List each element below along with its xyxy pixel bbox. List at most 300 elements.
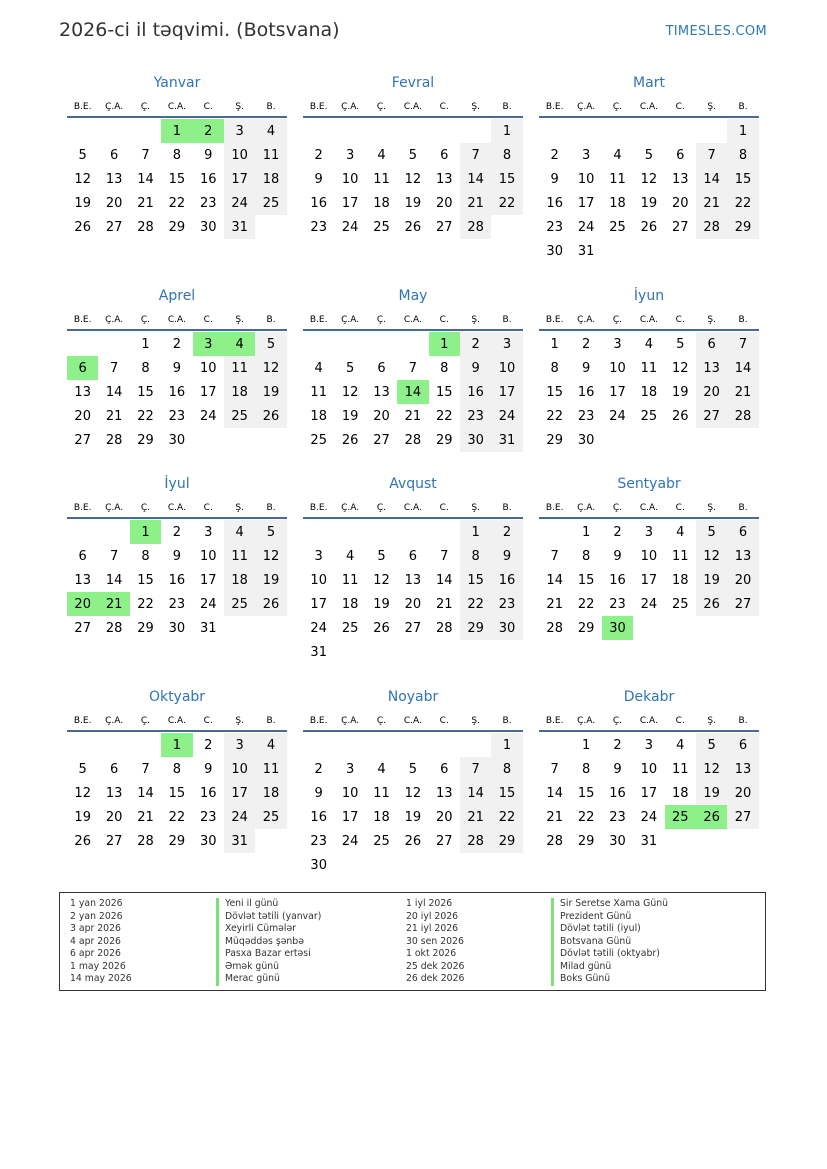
weekday-header	[303, 712, 523, 732]
weekday-label: C.	[203, 102, 213, 112]
day-cell: 11	[255, 757, 286, 781]
day-cell: 28	[696, 215, 727, 239]
weekday-label: B.	[738, 102, 748, 112]
day-cell: 7	[460, 757, 491, 781]
weekday-label: Ş.	[707, 716, 716, 726]
day-cell: 26	[671, 408, 689, 424]
month-name: May	[398, 288, 428, 304]
holiday-cell: 1	[429, 332, 460, 356]
weekday-label: B.	[502, 716, 512, 726]
weekday-label: Ç.A.	[341, 503, 360, 513]
day-cell: 14	[105, 384, 123, 400]
day-cell: 29	[577, 833, 595, 849]
day-cell: 28	[435, 620, 453, 636]
day-cell: 6	[109, 761, 119, 777]
day-cell: 22	[577, 809, 595, 825]
day-cell: 26	[255, 404, 286, 428]
day-cell: 2	[172, 524, 181, 540]
day-cell: 19	[373, 596, 390, 612]
day-cell: 17	[491, 380, 522, 404]
day-cell: 24	[640, 809, 658, 825]
day-grid	[303, 520, 523, 664]
day-cell: 14	[105, 572, 123, 588]
empty-cell	[570, 119, 601, 143]
day-cell: 6	[78, 548, 87, 564]
day-cell: 15	[577, 785, 595, 801]
day-cell: 18	[609, 195, 626, 211]
month-name: Dekabr	[623, 689, 675, 705]
day-cell: 3	[204, 524, 213, 540]
day-cell: 11	[671, 548, 689, 564]
day-cell: 11	[671, 761, 689, 777]
day-cell: 13	[105, 785, 123, 801]
day-cell: 10	[341, 171, 359, 187]
day-cell: 16	[609, 785, 626, 801]
day-cell: 14	[137, 171, 154, 187]
day-cell: 29	[137, 620, 154, 636]
legend-holiday-name: Merac günü	[216, 973, 321, 986]
weekday-label: C.A.	[639, 716, 658, 726]
holiday-cell: 1	[161, 119, 192, 143]
day-cell: 16	[168, 384, 186, 400]
empty-cell	[98, 119, 129, 143]
weekday-label: B.	[502, 503, 512, 513]
day-cell: 15	[727, 167, 758, 191]
empty-cell	[366, 520, 397, 544]
day-cell: 17	[310, 596, 327, 612]
weekday-label: C.	[675, 102, 685, 112]
day-cell: 6	[727, 733, 758, 757]
legend-date: 4 apr 2026	[70, 935, 121, 947]
weekday-label: Ç.A.	[341, 315, 360, 325]
day-cell: 20	[105, 809, 123, 825]
day-grid	[67, 733, 287, 853]
day-cell: 3	[314, 548, 323, 564]
month-name: İyul	[164, 476, 190, 492]
day-cell: 19	[404, 809, 422, 825]
day-cell: 29	[435, 432, 453, 448]
legend-date: 1 yan 2026	[70, 898, 123, 909]
day-cell: 7	[109, 548, 119, 564]
day-cell: 27	[404, 620, 422, 636]
day-cell: 3	[613, 336, 622, 352]
day-cell: 16	[546, 195, 563, 211]
day-cell: 24	[199, 408, 217, 424]
holiday-cell: 1	[130, 520, 161, 544]
weekday-label: B.E.	[545, 315, 564, 325]
day-cell: 19	[255, 380, 286, 404]
day-cell: 5	[377, 548, 386, 564]
day-cell: 13	[727, 544, 758, 568]
day-cell: 6	[377, 360, 386, 376]
day-cell: 5	[676, 336, 685, 352]
month-name: Sentyabr	[617, 476, 681, 492]
weekday-label: Ş.	[471, 716, 480, 726]
day-cell: 2	[172, 336, 181, 352]
day-cell: 5	[408, 147, 417, 163]
day-cell: 30	[491, 616, 522, 640]
day-cell: 23	[168, 596, 186, 612]
day-cell: 7	[141, 147, 150, 163]
day-cell: 27	[727, 592, 758, 616]
day-cell: 5	[644, 147, 653, 163]
day-cell: 31	[640, 833, 658, 849]
weekday-label: Ş.	[707, 102, 716, 112]
day-cell: 30	[310, 857, 327, 873]
day-cell: 4	[314, 360, 323, 376]
day-grid	[303, 119, 523, 239]
empty-cell	[397, 733, 428, 757]
day-cell: 5	[345, 360, 355, 376]
empty-cell	[303, 733, 334, 757]
day-cell: 23	[199, 809, 217, 825]
day-cell: 21	[137, 195, 154, 211]
day-cell: 11	[255, 143, 286, 167]
day-cell: 28	[137, 833, 154, 849]
day-cell: 23	[199, 195, 217, 211]
month-block	[539, 687, 759, 853]
weekday-label: C.A.	[167, 503, 186, 513]
weekday-label: Ç.	[140, 315, 151, 325]
weekday-label: Ç.A.	[341, 716, 360, 726]
empty-cell	[665, 119, 696, 143]
day-grid	[539, 520, 759, 640]
day-cell: 29	[168, 219, 186, 235]
day-cell: 27	[74, 432, 91, 448]
day-cell: 24	[577, 219, 595, 235]
day-grid	[539, 733, 759, 853]
day-cell: 12	[640, 171, 658, 187]
day-cell: 25	[255, 191, 286, 215]
day-cell: 21	[546, 596, 563, 612]
day-cell: 21	[696, 191, 727, 215]
day-cell: 14	[460, 781, 491, 805]
day-cell: 12	[671, 360, 689, 376]
day-cell: 25	[310, 432, 327, 448]
month-name: Mart	[633, 75, 665, 91]
day-cell: 21	[105, 408, 123, 424]
day-cell: 19	[404, 195, 422, 211]
day-cell: 28	[460, 829, 491, 853]
weekday-label: B.	[502, 315, 512, 325]
empty-cell	[67, 332, 98, 356]
empty-cell	[397, 520, 428, 544]
empty-cell	[130, 733, 161, 757]
empty-cell	[334, 520, 365, 544]
page-title: 2026-ci il təqvimi. (Botsvana)	[59, 19, 340, 41]
day-cell: 10	[577, 171, 595, 187]
day-cell: 3	[644, 737, 653, 753]
day-cell: 24	[199, 596, 217, 612]
month-block	[67, 73, 287, 239]
weekday-header	[67, 98, 287, 118]
weekday-label: Ş.	[707, 503, 716, 513]
empty-cell	[334, 119, 365, 143]
day-cell: 13	[404, 572, 422, 588]
weekday-label: Ş.	[471, 503, 480, 513]
day-cell: 5	[255, 332, 286, 356]
day-cell: 28	[546, 833, 563, 849]
day-cell: 28	[460, 215, 491, 239]
day-cell: 12	[696, 544, 727, 568]
weekday-label: C.	[439, 315, 449, 325]
day-cell: 17	[199, 572, 217, 588]
day-cell: 26	[404, 833, 422, 849]
weekday-label: Ç.	[612, 503, 623, 513]
day-cell: 20	[74, 408, 91, 424]
weekday-label: Ç.A.	[577, 716, 596, 726]
holiday-cell: 1	[161, 733, 192, 757]
day-cell: 27	[105, 219, 123, 235]
day-cell: 9	[314, 785, 323, 801]
day-cell: 29	[137, 432, 154, 448]
day-cell: 22	[577, 596, 595, 612]
day-cell: 26	[373, 620, 390, 636]
day-cell: 20	[404, 596, 422, 612]
day-cell: 19	[341, 408, 359, 424]
empty-cell	[539, 733, 570, 757]
day-cell: 29	[727, 215, 758, 239]
day-cell: 30	[577, 432, 595, 448]
day-cell: 11	[373, 171, 390, 187]
empty-cell	[696, 119, 727, 143]
weekday-label: C.	[439, 503, 449, 513]
empty-cell	[539, 520, 570, 544]
day-cell: 7	[696, 143, 727, 167]
day-cell: 12	[255, 356, 286, 380]
day-cell: 31	[577, 243, 595, 259]
day-cell: 17	[577, 195, 595, 211]
day-cell: 8	[460, 544, 491, 568]
day-cell: 15	[137, 572, 154, 588]
day-cell: 9	[204, 147, 213, 163]
day-cell: 16	[577, 384, 595, 400]
day-cell: 14	[435, 572, 453, 588]
day-cell: 20	[435, 195, 453, 211]
day-cell: 10	[491, 356, 522, 380]
holiday-cell: 21	[98, 592, 129, 616]
day-cell: 2	[460, 332, 491, 356]
day-cell: 11	[310, 384, 327, 400]
weekday-label: B.E.	[309, 503, 328, 513]
day-cell: 18	[671, 785, 689, 801]
day-cell: 10	[341, 785, 359, 801]
day-cell: 18	[341, 596, 359, 612]
weekday-label: C.	[203, 503, 213, 513]
day-cell: 6	[440, 147, 449, 163]
day-cell: 3	[224, 119, 255, 143]
weekday-label: Ş.	[235, 315, 244, 325]
day-cell: 1	[581, 737, 591, 753]
day-cell: 1	[581, 524, 591, 540]
day-grid	[539, 332, 759, 452]
weekday-label: Ç.	[140, 503, 151, 513]
day-cell: 18	[224, 568, 255, 592]
empty-cell	[397, 332, 428, 356]
day-cell: 4	[255, 733, 286, 757]
day-cell: 12	[74, 171, 91, 187]
day-cell: 20	[373, 408, 390, 424]
day-cell: 6	[727, 520, 758, 544]
day-cell: 1	[491, 733, 522, 757]
day-cell: 15	[435, 384, 453, 400]
holiday-cell: 26	[696, 805, 727, 829]
weekday-label: C.	[675, 315, 685, 325]
day-cell: 15	[546, 384, 563, 400]
day-cell: 11	[224, 356, 255, 380]
day-cell: 4	[676, 737, 685, 753]
legend-holiday-name: Əmək günü	[216, 961, 321, 974]
legend-date: 6 apr 2026	[70, 948, 121, 959]
day-cell: 19	[696, 568, 727, 592]
day-cell: 26	[640, 219, 658, 235]
day-cell: 31	[491, 428, 522, 452]
day-cell: 15	[491, 781, 522, 805]
day-cell: 19	[255, 568, 286, 592]
empty-cell	[303, 332, 334, 356]
day-cell: 23	[491, 592, 522, 616]
weekday-label: Ç.A.	[577, 315, 596, 325]
holiday-cell: 30	[602, 616, 633, 640]
weekday-label: Ç.	[612, 315, 623, 325]
day-cell: 26	[74, 219, 91, 235]
legend-date: 25 dek 2026	[406, 960, 465, 972]
day-cell: 22	[491, 805, 522, 829]
weekday-label: B.	[738, 503, 748, 513]
day-cell: 5	[408, 761, 417, 777]
day-cell: 13	[435, 171, 453, 187]
day-cell: 8	[172, 147, 181, 163]
day-cell: 7	[460, 143, 491, 167]
day-cell: 4	[345, 548, 355, 564]
day-cell: 6	[696, 332, 727, 356]
day-cell: 11	[341, 572, 359, 588]
weekday-label: B.E.	[309, 716, 328, 726]
legend-date: 20 iyl 2026	[406, 910, 459, 922]
empty-cell	[67, 733, 98, 757]
day-cell: 22	[435, 408, 453, 424]
day-cell: 8	[172, 761, 181, 777]
weekday-label: Ş.	[235, 503, 244, 513]
day-cell: 26	[696, 592, 727, 616]
day-cell: 10	[224, 143, 255, 167]
day-cell: 13	[727, 757, 758, 781]
legend-holiday-name: Prezident Günü	[551, 911, 668, 924]
legend-holiday-name: Sir Seretse Xama Günü	[551, 898, 668, 911]
day-cell: 24	[341, 219, 359, 235]
weekday-label: B.	[266, 716, 276, 726]
day-cell: 26	[341, 432, 359, 448]
day-cell: 14	[727, 356, 758, 380]
day-cell: 7	[727, 332, 758, 356]
weekday-label: B.E.	[73, 716, 92, 726]
day-cell: 2	[314, 761, 323, 777]
day-cell: 16	[310, 195, 327, 211]
day-cell: 28	[727, 404, 758, 428]
weekday-label: Ç.A.	[105, 315, 124, 325]
holiday-cell: 2	[193, 119, 224, 143]
day-cell: 27	[105, 833, 123, 849]
day-grid	[303, 733, 523, 877]
legend-date: 14 may 2026	[70, 973, 132, 984]
day-cell: 16	[199, 785, 217, 801]
day-cell: 23	[310, 219, 327, 235]
day-cell: 30	[168, 432, 186, 448]
day-cell: 30	[609, 833, 626, 849]
day-cell: 8	[727, 143, 758, 167]
legend-holiday-name: Botsvana Günü	[551, 936, 668, 949]
day-cell: 10	[640, 761, 658, 777]
legend-date: 1 may 2026	[70, 960, 126, 972]
weekday-label: C.	[675, 503, 685, 513]
day-cell: 19	[696, 781, 727, 805]
day-cell: 7	[440, 548, 449, 564]
day-cell: 15	[491, 167, 522, 191]
day-cell: 30	[199, 833, 217, 849]
day-cell: 4	[224, 520, 255, 544]
weekday-label: Ç.A.	[577, 503, 596, 513]
holiday-legend	[59, 892, 766, 991]
day-cell: 12	[341, 384, 359, 400]
day-cell: 1	[550, 336, 559, 352]
weekday-header	[539, 499, 759, 519]
weekday-label: Ç.	[140, 102, 151, 112]
day-cell: 18	[310, 408, 327, 424]
day-cell: 14	[696, 167, 727, 191]
empty-cell	[429, 733, 460, 757]
month-name: Yanvar	[153, 75, 201, 91]
weekday-label: Ş.	[707, 315, 716, 325]
day-cell: 17	[609, 384, 626, 400]
weekday-label: B.E.	[73, 315, 92, 325]
day-cell: 12	[255, 544, 286, 568]
day-cell: 23	[577, 408, 595, 424]
month-name: Noyabr	[387, 689, 439, 705]
day-cell: 7	[109, 360, 119, 376]
day-cell: 22	[727, 191, 758, 215]
weekday-header	[539, 712, 759, 732]
day-cell: 27	[671, 219, 689, 235]
holiday-cell: 25	[665, 805, 696, 829]
weekday-label: Ç.A.	[105, 503, 124, 513]
day-cell: 21	[546, 809, 563, 825]
weekday-header	[303, 499, 523, 519]
day-cell: 2	[491, 520, 522, 544]
day-cell: 2	[550, 147, 559, 163]
day-cell: 8	[491, 143, 522, 167]
day-cell: 26	[74, 833, 91, 849]
brand-link[interactable]: TIMESLES.COM	[665, 24, 767, 39]
day-cell: 20	[105, 195, 123, 211]
day-cell: 25	[640, 408, 658, 424]
empty-cell	[303, 520, 334, 544]
day-cell: 15	[168, 785, 186, 801]
day-cell: 18	[373, 195, 390, 211]
day-cell: 4	[377, 147, 386, 163]
weekday-label: B.E.	[545, 503, 564, 513]
legend-date: 3 apr 2026	[70, 923, 121, 934]
day-cell: 7	[550, 548, 559, 564]
day-cell: 17	[341, 809, 359, 825]
weekday-label: Ç.	[376, 315, 387, 325]
day-cell: 4	[613, 147, 622, 163]
day-cell: 18	[671, 572, 689, 588]
legend-date: 26 dek 2026	[406, 973, 465, 984]
day-cell: 13	[74, 384, 91, 400]
day-cell: 2	[204, 737, 213, 753]
day-cell: 7	[550, 761, 559, 777]
weekday-label: B.E.	[545, 102, 564, 112]
